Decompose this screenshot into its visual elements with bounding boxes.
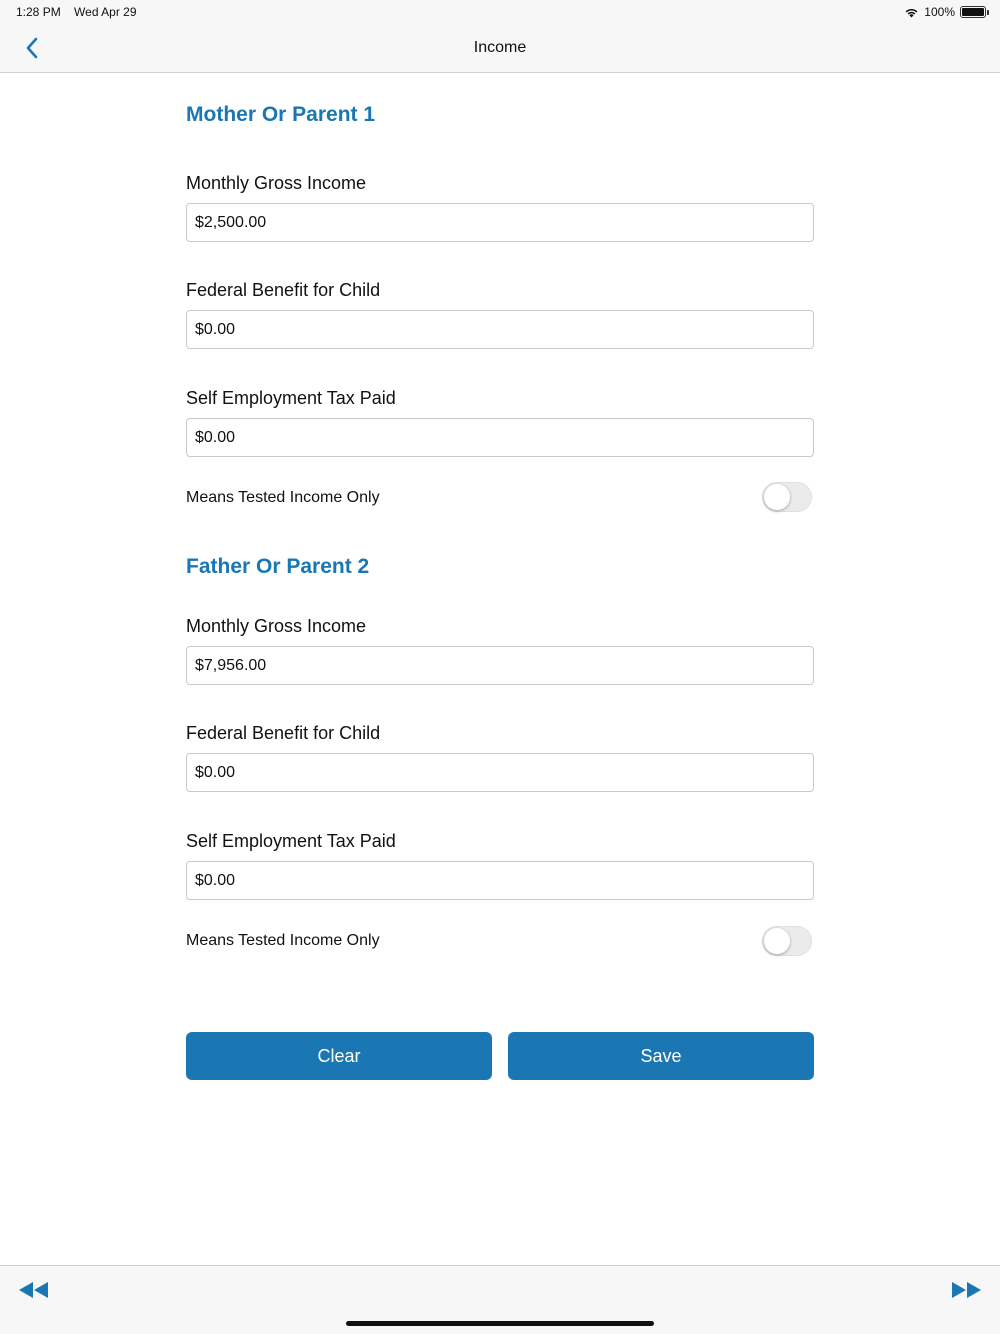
toggle-knob <box>764 928 790 954</box>
status-date: Wed Apr 29 <box>74 5 137 19</box>
fast-forward-icon <box>950 1281 982 1299</box>
parent2-means-tested-toggle[interactable] <box>762 926 812 956</box>
home-indicator <box>346 1321 654 1326</box>
wifi-icon <box>904 7 919 18</box>
parent1-federal-benefit-input[interactable] <box>186 310 814 349</box>
parent1-monthly-gross-income-label: Monthly Gross Income <box>186 173 367 193</box>
parent2-title: Father Or Parent 2 <box>186 555 370 578</box>
toggle-knob <box>764 484 790 510</box>
nav-bar <box>0 24 1000 73</box>
battery-tip <box>987 10 989 15</box>
save-button[interactable]: Save <box>508 1032 814 1080</box>
parent2-self-employment-tax-label: Self Employment Tax Paid <box>186 831 396 851</box>
fast-forward-button[interactable] <box>950 1281 982 1304</box>
status-left <box>16 5 147 19</box>
rewind-icon <box>18 1281 50 1299</box>
parent2-means-tested-label: Means Tested Income Only <box>186 932 380 949</box>
page-title: Income <box>473 39 527 56</box>
parent1-self-employment-tax-input[interactable] <box>186 418 814 457</box>
parent1-means-tested-toggle[interactable] <box>762 482 812 512</box>
status-right <box>904 5 986 19</box>
parent2-federal-benefit-input[interactable] <box>186 753 814 792</box>
battery-icon <box>960 6 986 18</box>
parent1-federal-benefit-label: Federal Benefit for Child <box>186 280 381 300</box>
parent2-self-employment-tax-input[interactable] <box>186 861 814 900</box>
battery-percent: 100% <box>924 5 955 19</box>
status-bar <box>0 0 1000 24</box>
parent2-federal-benefit-label: Federal Benefit for Child <box>186 723 381 743</box>
parent2-monthly-gross-income-input[interactable] <box>186 646 814 685</box>
parent2-monthly-gross-income-label: Monthly Gross Income <box>186 616 367 636</box>
bottom-toolbar <box>0 1265 1000 1334</box>
parent1-means-tested-label: Means Tested Income Only <box>186 489 380 506</box>
parent1-title: Mother Or Parent 1 <box>186 103 376 126</box>
status-time: 1:28 PM <box>16 5 61 19</box>
battery-fill <box>962 8 984 16</box>
rewind-button[interactable] <box>18 1281 50 1304</box>
clear-button[interactable]: Clear <box>186 1032 492 1080</box>
parent1-monthly-gross-income-input[interactable] <box>186 203 814 242</box>
parent1-self-employment-tax-label: Self Employment Tax Paid <box>186 388 396 408</box>
